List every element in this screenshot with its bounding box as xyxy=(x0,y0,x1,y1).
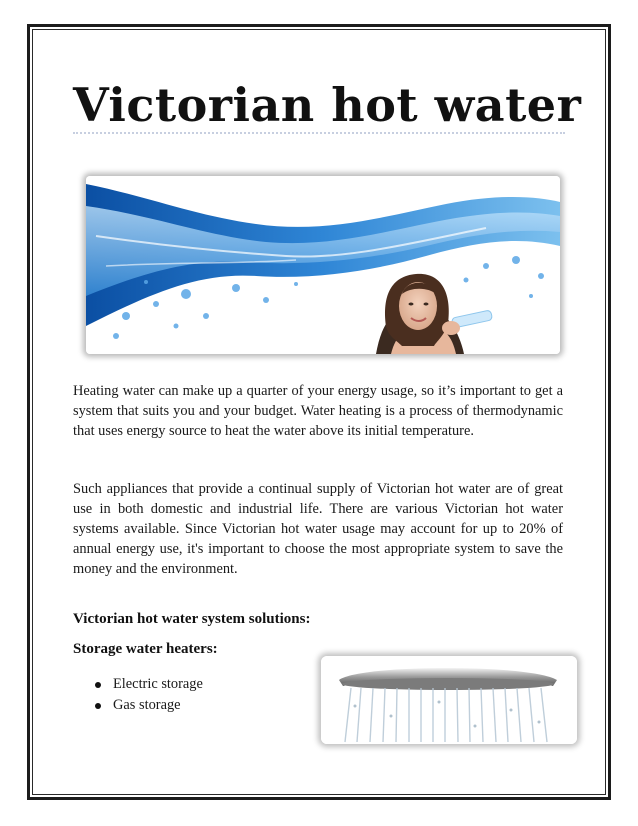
paragraph-intro: Heating water can make up a quarter of your energy usage, so it’s important to get a system that suits you and your budget. Water heating is a process of thermodynamic that uses energy source to heat the water above its initial temperature. xyxy=(73,383,563,439)
paragraph-appliances: Such appliances that provide a continual supply of Victorian hot water are of great use in both domestic and industrial life. There are various Victorian hot water systems available. Since Victorian hot water usage may account for up to 20% of annual energy use, it's important to choose the most appropriate system to save the money and the environment. xyxy=(73,481,563,577)
list-item xyxy=(95,695,203,716)
list-item xyxy=(95,674,203,695)
hero-image xyxy=(86,176,560,354)
list-item-label: Gas storage xyxy=(113,697,181,713)
title-underline xyxy=(73,132,565,134)
page-title: Victorian hot water xyxy=(73,78,582,132)
sub-heading: Storage water heaters: xyxy=(73,641,218,657)
bullet-list xyxy=(95,674,203,716)
shower-image xyxy=(321,656,577,744)
list-item-label: Electric storage xyxy=(113,676,203,692)
section-heading: Victorian hot water system solutions: xyxy=(73,611,311,627)
bullet-icon xyxy=(95,703,101,709)
water-splash-illustration xyxy=(86,176,560,354)
bullet-icon xyxy=(95,682,101,688)
shower-head-illustration xyxy=(321,656,577,744)
